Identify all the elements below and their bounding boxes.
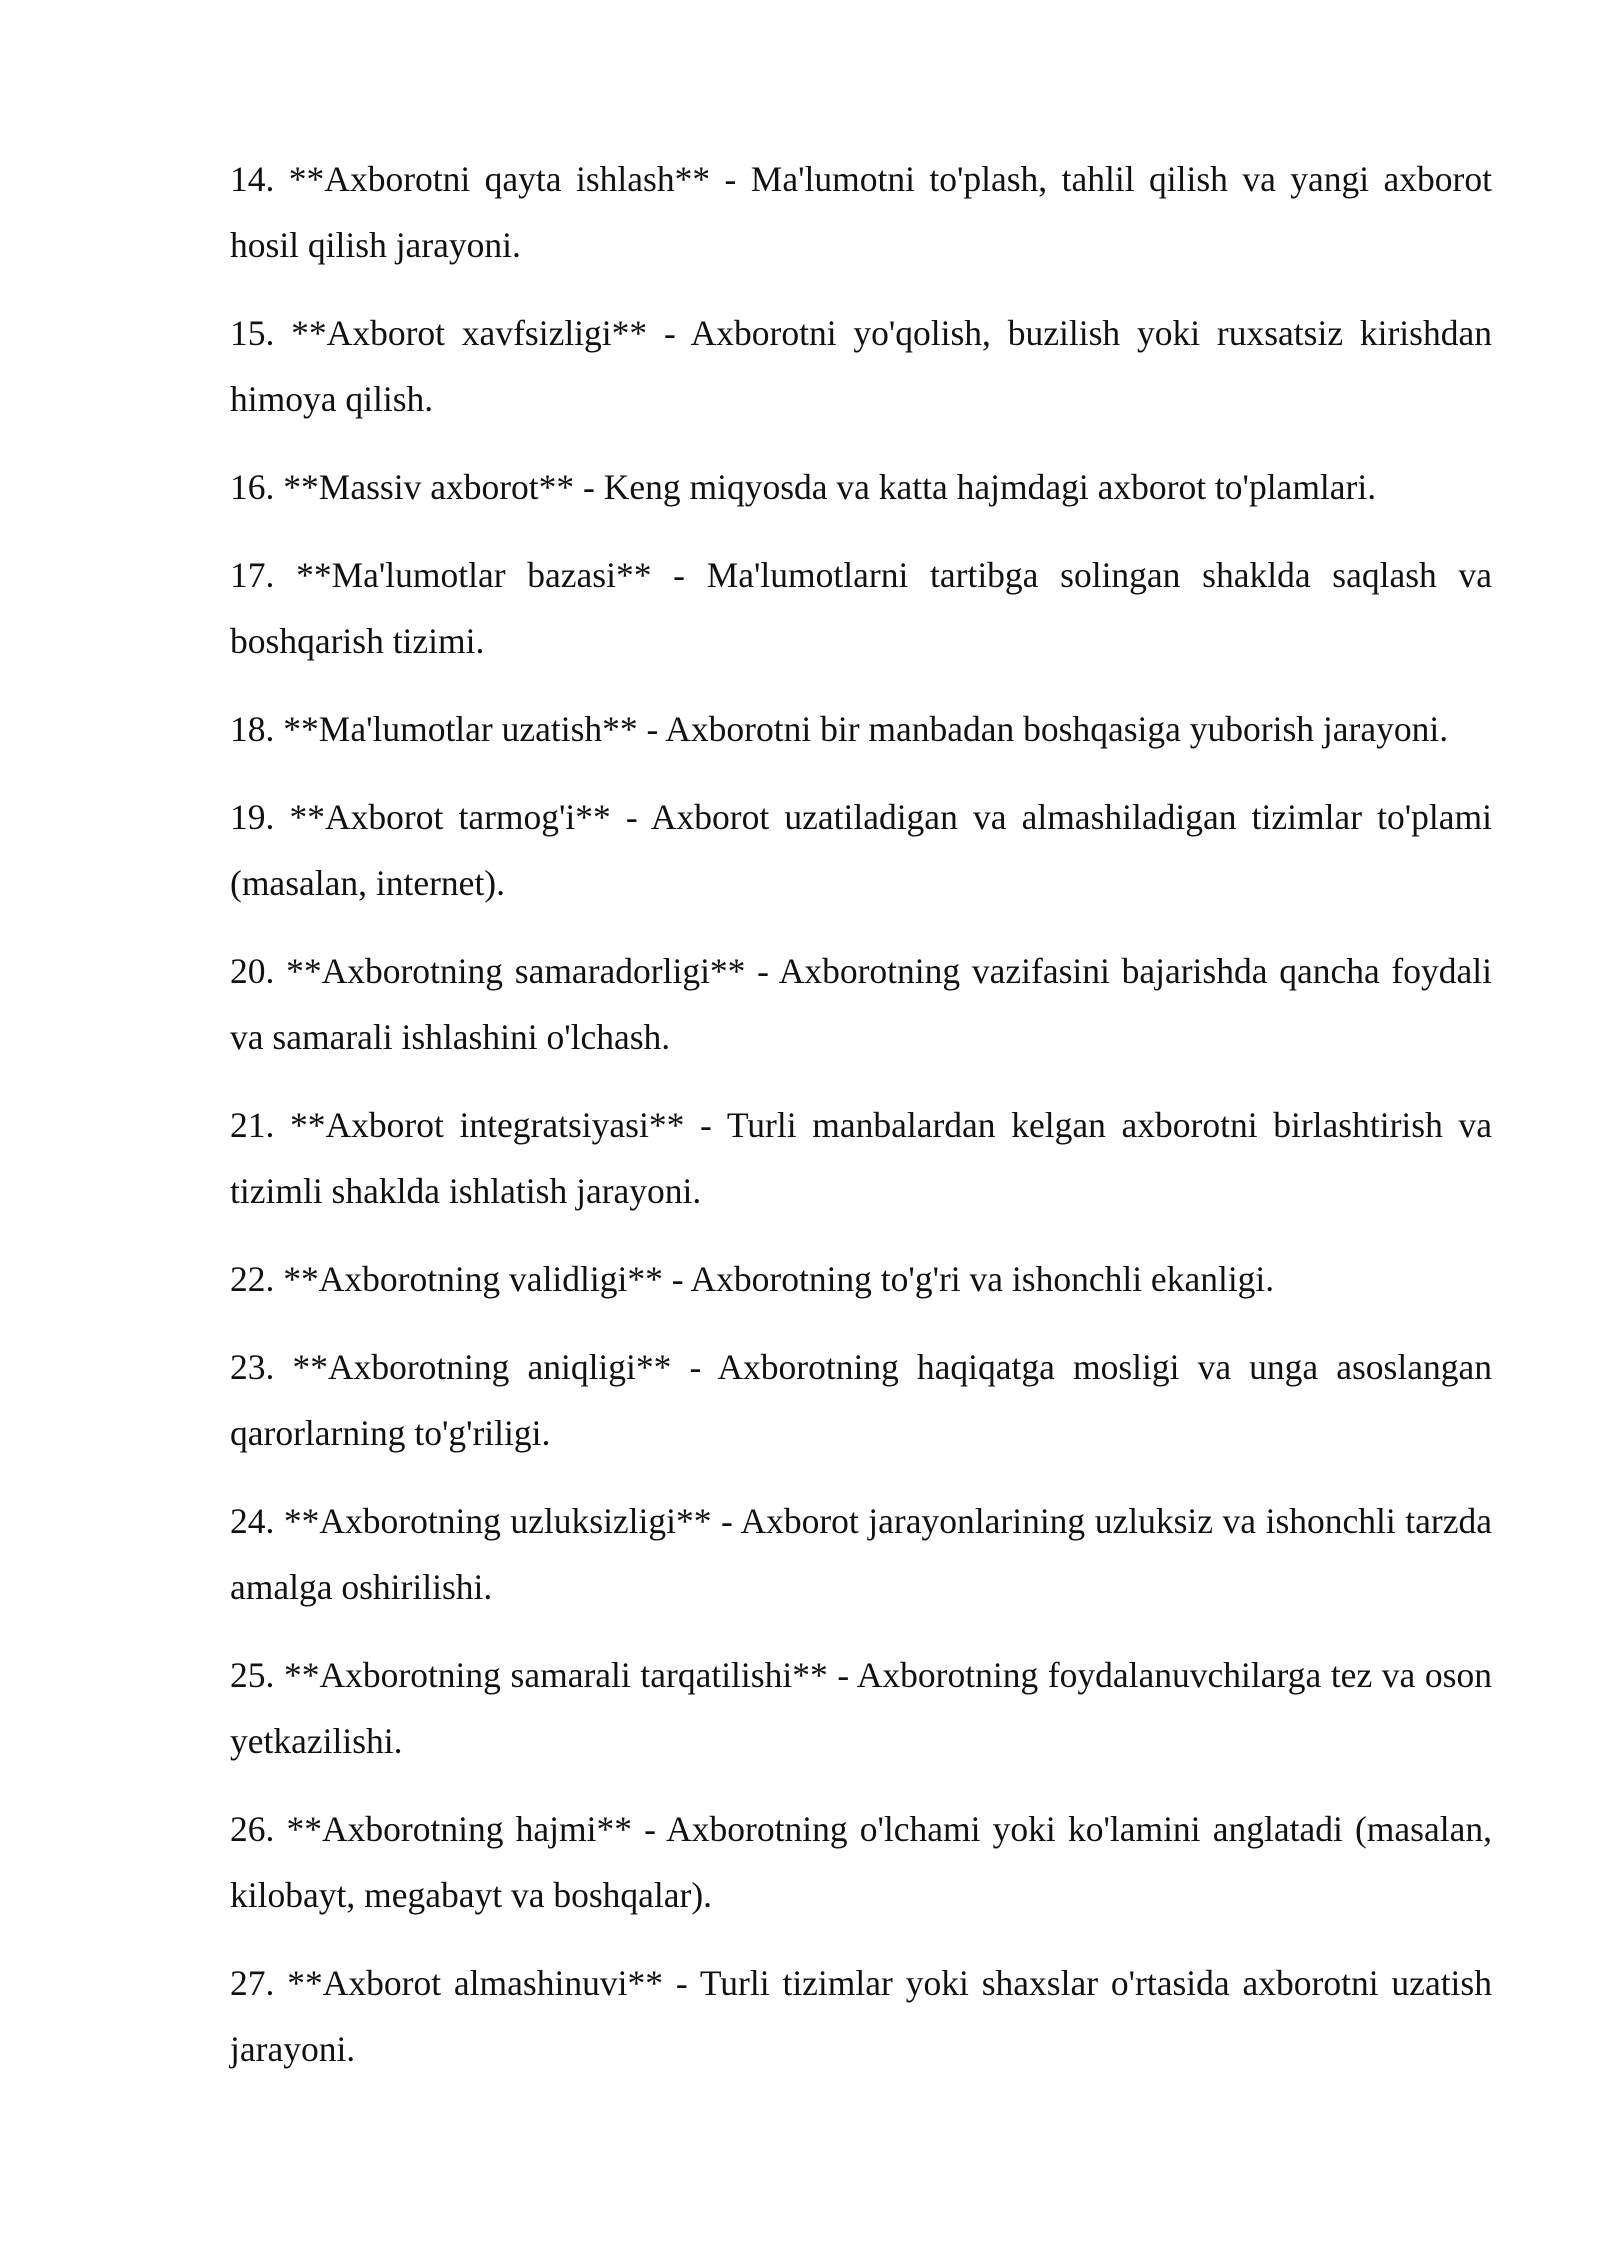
list-item: 17. **Ma'lumotlar bazasi** - Ma'lumotlarni tartibga solingan shaklda saqlash va boshqarish tizimi. — [230, 555, 1492, 661]
list-item: 20. **Axborotning samaradorligi** - Axborotning vazifasini bajarishda qancha foydali va samarali ishlashini o'lchash. — [230, 951, 1492, 1057]
list-item: 25. **Axborotning samarali tarqatilishi** - Axborotning foydalanuvchilarga tez va oson yetkazilishi. — [230, 1655, 1492, 1761]
document-body — [230, 146, 1492, 2104]
list-item: 21. **Axborot integratsiyasi** - Turli manbalardan kelgan axborotni birlashtirish va tizimli shaklda ishlatish jarayoni. — [230, 1105, 1492, 1211]
list-item: 24. **Axborotning uzluksizligi** - Axborot jarayonlarining uzluksiz va ishonchli tarzda amalga oshirilishi. — [230, 1501, 1492, 1607]
list-item: 18. **Ma'lumotlar uzatish** - Axborotni bir manbadan boshqasiga yuborish jarayoni. — [230, 709, 1449, 749]
list-item: 14. **Axborotni qayta ishlash** - Ma'lumotni to'plash, tahlil qilish va yangi axborot hosil qilish jarayoni. — [230, 159, 1492, 265]
list-item: 19. **Axborot tarmog'i** - Axborot uzatiladigan va almashiladigan tizimlar to'plami (masalan, internet). — [230, 797, 1492, 903]
list-item: 23. **Axborotning aniqligi** - Axborotning haqiqatga mosligi va unga asoslangan qarorlarning to'g'riligi. — [230, 1347, 1492, 1453]
list-item: 22. **Axborotning validligi** - Axborotning to'g'ri va ishonchli ekanligi. — [230, 1259, 1275, 1299]
list-item: 27. **Axborot almashinuvi** - Turli tizimlar yoki shaxslar o'rtasida axborotni uzatish jarayoni. — [230, 1963, 1492, 2069]
list-item: 15. **Axborot xavfsizligi** - Axborotni yo'qolish, buzilish yoki ruxsatsiz kirishdan himoya qilish. — [230, 313, 1492, 419]
list-item: 26. **Axborotning hajmi** - Axborotning o'lchami yoki ko'lamini anglatadi (masalan, kilobayt, megabayt va boshqalar). — [230, 1809, 1492, 1915]
list-item: 16. **Massiv axborot** - Keng miqyosda va katta hajmdagi axborot to'plamlari. — [230, 467, 1377, 507]
